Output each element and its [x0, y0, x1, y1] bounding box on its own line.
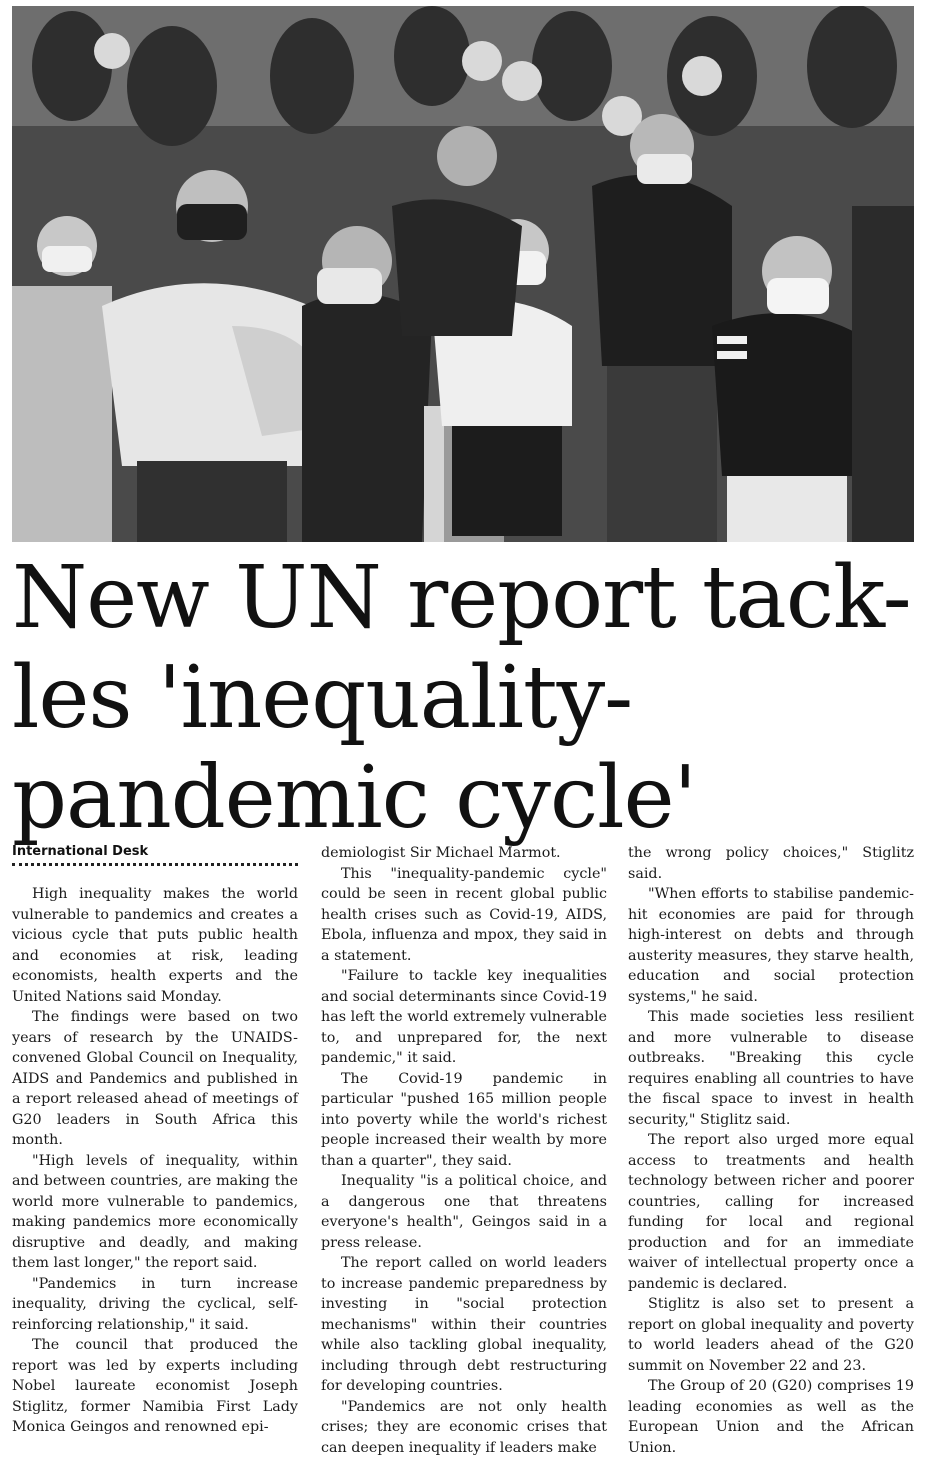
paragraph: "When efforts to stabilise pandemic-hit economies are paid for through high-interest on debts and through austerity measures, they starve health, education and social protection systems," he said.	[628, 886, 914, 1005]
paragraph: "Pandemics in turn increase inequality, driving the cyclical, self-reinforcing relationship," it said.	[12, 1275, 298, 1333]
byline: International Desk	[12, 844, 149, 859]
paragraph: This made societies less resilient and more vulnerable to disease outbreaks. "Breaking this cycle requires enabling all countries to have the fiscal space to invest in health security," Stiglitz said.	[628, 1009, 914, 1128]
paragraph: The findings were based on two years of research by the UNAIDS-convened Global Council on Inequality, AIDS and Pandemics and published in a report released ahead of meetings of G20 leaders in South Africa this month.	[12, 1009, 298, 1148]
paragraph-continued: demiologist Sir Michael Marmot.	[321, 845, 561, 861]
paragraph: The council that produced the report was led by experts including Nobel laureate economist Joseph Stiglitz, former Namibia First Lady Monica Geingos and renowned epi-	[12, 1337, 298, 1435]
paragraph: The Group of 20 (G20) comprises 19 leading economies as well as the European Union and the African Union.	[628, 1378, 914, 1456]
crowd-photo	[12, 6, 914, 542]
paragraph: Inequality "is a political choice, and a dangerous one that threatens everyone's health", Geingos said in a press release.	[321, 1173, 607, 1251]
paragraph: The report called on world leaders to increase pandemic preparedness by investing in "social protection mechanisms" within their countries while also tackling global inequality, including through debt restructuring for developing countries.	[321, 1255, 607, 1394]
paragraph: "Pandemics are not only health crises; they are economic crises that can deepen inequality if leaders make	[321, 1398, 607, 1456]
paragraph: "High levels of inequality, within and between countries, are making the world more vulnerable to pandemics, making pandemics more economically disruptive and deadly, and making them last longer," the report said.	[12, 1152, 298, 1271]
headline-line-1: New UN report tack-	[12, 548, 911, 648]
paragraph: The report also urged more equal access to treatments and health technology between richer and poorer countries, calling for increased funding for local and regional production and for an immediate waiver of intellectual property once a pandemic is declared.	[628, 1132, 914, 1292]
headline-line-3: pandemic cycle'	[12, 748, 697, 848]
paragraph-continued: the wrong policy choices," Stiglitz said.	[628, 845, 914, 882]
headline-line-2: les 'inequality-	[12, 648, 633, 748]
paragraph: Stiglitz is also set to present a report on global inequality and poverty to world leaders ahead of the G20 summit on November 22 and 23.	[628, 1296, 914, 1374]
paragraph: "Failure to tackle key inequalities and social determinants since Covid-19 has left the world extremely vulnerable to, and unprepared for, the next pandemic," it said.	[321, 968, 607, 1066]
paragraph: This "inequality-pandemic cycle" could be seen in recent global public health crises such as Covid-19, AIDS, Ebola, influenza and mpox, they said in a statement.	[321, 865, 607, 964]
article-column-3	[628, 843, 914, 1458]
article-column-1	[12, 843, 298, 1438]
paragraph: High inequality makes the world vulnerable to pandemics and creates a vicious cycle that puts public health and economies at risk, leading economists, health experts and the United Nations said Monday.	[12, 886, 298, 1005]
byline-divider	[12, 863, 298, 866]
crowd-photo-illustration	[12, 6, 914, 542]
article-column-2	[321, 843, 607, 1458]
headline	[12, 548, 912, 848]
paragraph: The Covid-19 pandemic in particular "pushed 165 million people into poverty while the world's richest people increased their wealth by more than a quarter", they said.	[321, 1070, 607, 1169]
